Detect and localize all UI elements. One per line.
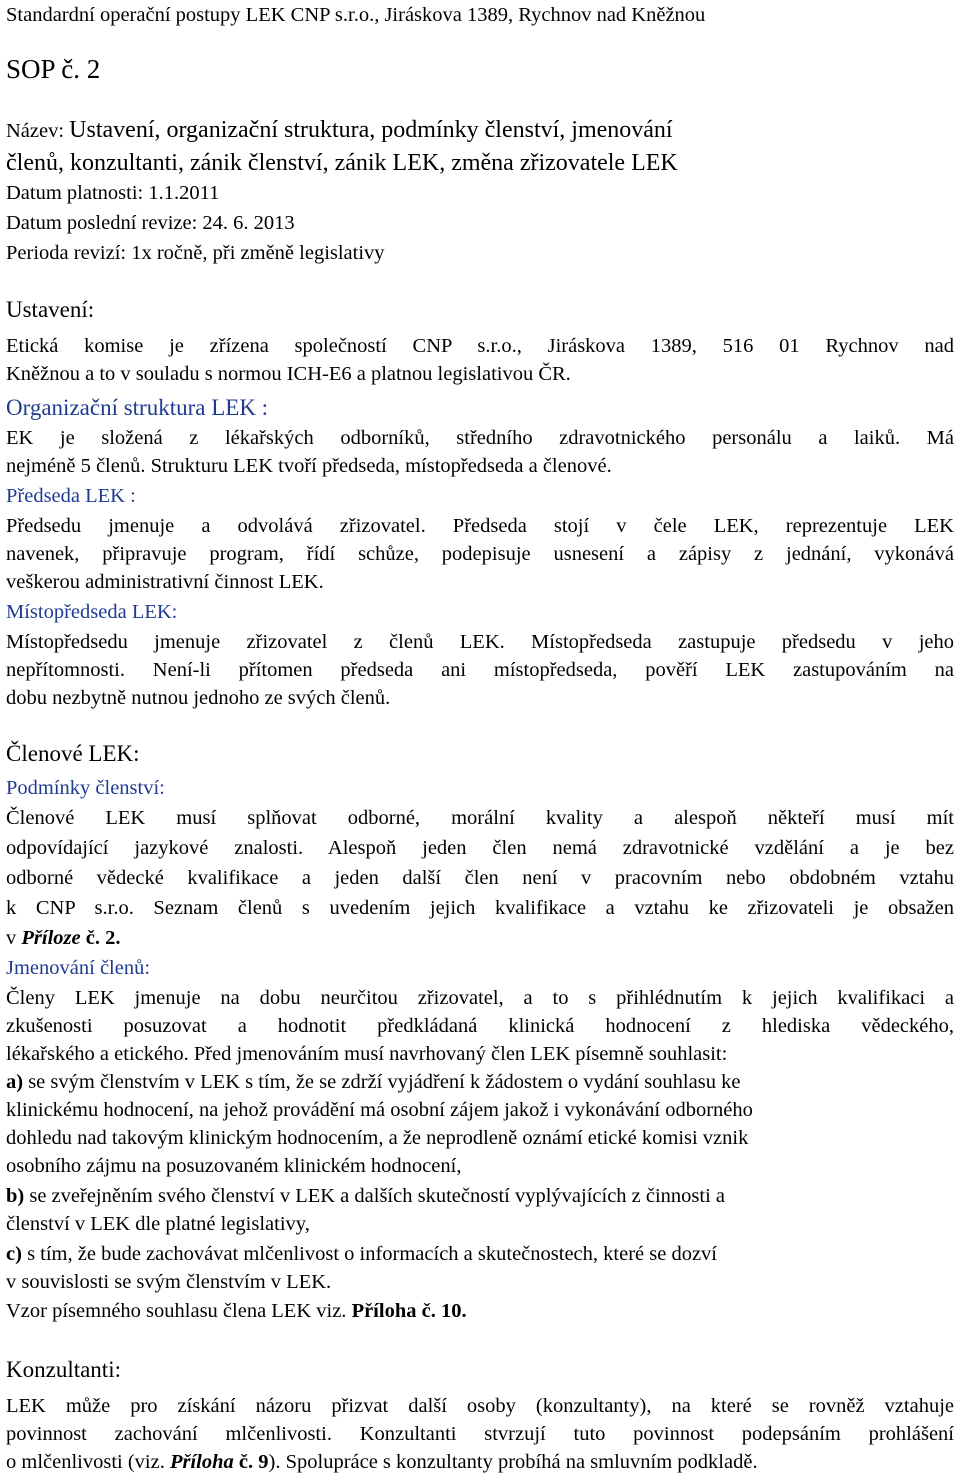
paragraph-line: Předsedu jmenuje a odvolává zřizovatel. Předseda stojí v čele LEK, reprezentuje LEK — [6, 515, 954, 537]
paragraph-line: nejméně 5 členů. Strukturu LEK tvoří předseda, místopředseda a členové. — [6, 455, 612, 477]
text: Vzor písemného souhlasu člena LEK viz. — [6, 1300, 352, 1322]
paragraph-line: veškerou administrativní činnost LEK. — [6, 571, 324, 593]
paragraph-line: k CNP s.r.o. Seznam členů s uvedením jejich kvalifikace a vztahu ke zřizovateli je obsažen — [6, 897, 954, 919]
text: s tím, že bude zachovávat mlčenlivost o informacích a skutečnostech, které se dozví — [21, 1243, 717, 1265]
paragraph-line — [6, 1449, 954, 1475]
section-heading-mistopredseda: Místopředseda LEK: — [6, 601, 178, 623]
paragraph-line: odborné vědecké kvalifikace a jeden další člen není v pracovním nebo obdobném vztahu — [6, 867, 954, 889]
paragraph-line: Členy LEK jmenuje na dobu neurčitou zřizovatel, a to s přihlédnutím k jejich kvalifikaci a — [6, 987, 954, 1009]
list-item-a — [6, 1069, 954, 1095]
section-heading-konzultanti: Konzultanti: — [6, 1357, 121, 1382]
text: v — [6, 927, 22, 949]
section-heading-ustaveni: Ustavení: — [6, 297, 95, 322]
text: se zveřejněním svého členství v LEK a dalších skutečností vyplývajících z činnosti a — [24, 1185, 726, 1207]
validity-date: Datum platnosti: 1.1.2011 — [6, 182, 220, 204]
revision-date: Datum poslední revize: 24. 6. 2013 — [6, 212, 295, 234]
document-header: Standardní operační postupy LEK CNP s.r.o., Jiráskova 1389, Rychnov nad Kněžnou — [6, 4, 706, 26]
attachment-reference: Příloha č. 10. — [351, 1300, 467, 1322]
paragraph-line: navenek, připravuje program, řídí schůze, podepisuje usnesení a zápisy z jednání, vykonává — [6, 543, 954, 565]
paragraph-line: zkušenosti posuzovat a hodnotit předkládaná klinická hodnocení z hlediska vědeckého, — [6, 1015, 954, 1037]
text: ). Spolupráce s konzultanty probíhá na smluvním podkladě. — [268, 1451, 758, 1473]
list-label: b) — [6, 1185, 25, 1207]
paragraph-line: EK je složená z lékařských odborníků, středního zdravotnického personálu a laiků. Má — [6, 427, 954, 449]
attachment-number: č. 2. — [80, 927, 121, 949]
title-line-2: členů, konzultanti, zánik členství, zánik LEK, změna zřizovatele LEK — [6, 150, 678, 176]
text: o mlčenlivosti (viz. — [6, 1451, 170, 1473]
paragraph-line: povinnost zachování mlčenlivosti. Konzultanti stvrzují tuto povinnost podepsáním prohlášení — [6, 1423, 954, 1445]
title-label: Název: — [6, 120, 70, 142]
paragraph-line: Místopředsedu jmenuje zřizovatel z členů LEK. Místopředseda zastupuje předsedu v jeho — [6, 631, 954, 653]
paragraph-line — [6, 1298, 954, 1324]
title-line-1: Ustavení, organizační struktura, podmínky členství, jmenování — [69, 117, 673, 143]
attachment-reference: Příloze — [21, 927, 81, 949]
paragraph-line: LEK může pro získání názoru přizvat další osoby (konzultanty), na které se rovněž vztahuje — [6, 1395, 954, 1417]
text: se svým členstvím v LEK s tím, že se zdrží vyjádření k žádostem o vydání souhlasu ke — [23, 1071, 741, 1093]
section-heading-clenove: Členové LEK: — [6, 741, 140, 766]
list-item-b — [6, 1183, 954, 1209]
attachment-number: č. 9 — [233, 1451, 269, 1473]
revision-period: Perioda revizí: 1x ročně, při změně legislativy — [6, 242, 385, 264]
list-item-c — [6, 1241, 954, 1267]
paragraph-line: členství v LEK dle platné legislativy, — [6, 1213, 310, 1235]
paragraph-line: Členové LEK musí splňovat odborné, morální kvality a alespoň někteří musí mít — [6, 807, 954, 829]
paragraph-line: dohledu nad takovým klinickým hodnocením, a že neprodleně oznámí etické komisi vznik — [6, 1127, 749, 1149]
paragraph-line: Etická komise je zřízena společností CNP s.r.o., Jiráskova 1389, 516 01 Rychnov nad — [6, 335, 954, 357]
sub-heading-jmenovani-clenu: Jmenování členů: — [6, 957, 151, 979]
paragraph-line: v souvislosti se svým členstvím v LEK. — [6, 1271, 332, 1293]
sop-number: SOP č. 2 — [6, 54, 101, 84]
list-label: a) — [6, 1071, 24, 1093]
list-label: c) — [6, 1243, 22, 1265]
paragraph-line: nepřítomnosti. Není-li přítomen předseda ani místopředseda, pověří LEK zastupováním na — [6, 659, 954, 681]
paragraph-line: Kněžnou a to v souladu s normou ICH-E6 a platnou legislativou ČR. — [6, 363, 571, 385]
section-heading-predseda: Předseda LEK : — [6, 485, 136, 507]
section-heading-organizacni-struktura: Organizační struktura LEK : — [6, 395, 269, 420]
sub-heading-podminky-clenstvi: Podmínky členství: — [6, 777, 165, 799]
paragraph-line: osobního zájmu na posuzovaném klinickém hodnocení, — [6, 1155, 462, 1177]
paragraph-line — [6, 925, 954, 951]
paragraph-line: odpovídající jazykové znalosti. Alespoň jeden člen nemá zdravotnické vzdělání a je bez — [6, 837, 954, 859]
document-title — [6, 115, 954, 146]
paragraph-line: lékařského a etického. Před jmenováním musí navrhovaný člen LEK písemně souhlasit: — [6, 1043, 728, 1065]
paragraph-line: klinickému hodnocení, na jehož provádění má osobní zájem jakož i vykonávání odborného — [6, 1099, 753, 1121]
paragraph-line: dobu nezbytně nutnou jednoho ze svých členů. — [6, 687, 391, 709]
attachment-reference: Příloha — [169, 1451, 234, 1473]
